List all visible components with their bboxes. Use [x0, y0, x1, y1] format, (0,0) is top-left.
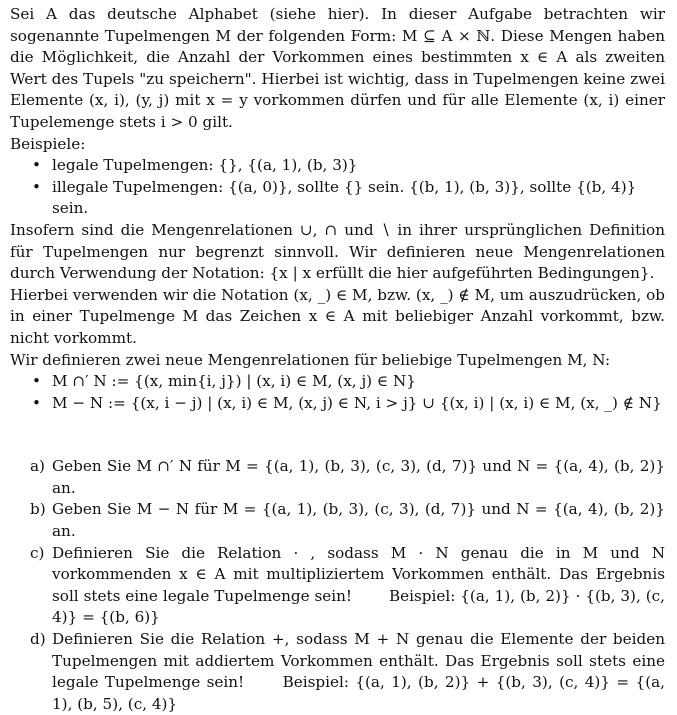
examples-heading: Beispiele:	[10, 134, 86, 153]
relations-paragraph: Insofern sind die Mengenrelationen ∪, ∩ und ∖ in ihrer ursprünglichen Definition für Tupelmengen nur begrenzt sinnvoll. Wir definieren neue Mengenrelationen durch Verwendung der Notation: {x | x erfüllt die hier aufgeführten Bedingungen}.	[10, 220, 665, 283]
examples-list	[10, 155, 665, 220]
task-text: Definieren Sie die Relation +, sodass M + N genau die Elemente der beiden Tupelmengen mit addiertem Vorkommen enthält. Das Ergebnis soll stets eine legale Tupelmenge sein!	[52, 630, 665, 692]
task-text: Definieren Sie die Relation · , sodass M · N genau die in M und N vorkommenden x ∈ A mit multipliziertem Vorkommen enthält. Das Ergebnis soll stets eine legale Tupelmenge sein!	[52, 543, 665, 605]
notation-paragraph: Hierbei verwenden wir die Notation (x, _) ∈ M, bzw. (x, _) ∉ M, um auszudrücken, ob in einer Tupelmenge M das Zeichen x ∈ A mit beliebiger Anzahl vorkommt, bzw. nicht vorkommt.	[10, 285, 665, 347]
definition-intersection: • M ∩′ N := {(x, min{i, j}) | (x, i) ∈ M, (x, j) ∈ N}	[32, 371, 665, 393]
definitions-list	[10, 371, 665, 414]
definition-difference: • M − N := {(x, i − j) | (x, i) ∈ M, (x, j) ∈ N, i > j} ∪ {(x, i) | (x, i) ∈ M, (x, _) ∉ N}	[32, 393, 665, 415]
task-a	[30, 456, 665, 499]
task-text: Geben Sie M − N für M = {(a, 1), (b, 3), (c, 3), (d, 7)} und N = {(a, 4), (b, 2)} an.	[52, 500, 665, 541]
example-illegal: • illegale Tupelmengen: {(a, 0)}, sollte {} sein. {(b, 1), (b, 3)}, sollte {(b, 4)} sein.	[32, 177, 665, 220]
task-label: a)	[30, 457, 45, 476]
task-label: b)	[30, 500, 46, 519]
task-list	[10, 456, 665, 715]
task-example: Beispiel: {(a, 1), (b, 2)} + {(b, 3), (c, 4)} = {(a, 1), (b, 5), (c, 4)}	[52, 673, 666, 713]
task-example: Beispiel: {(a, 1), (b, 2)} · {(b, 3), (c, 4)} = {(b, 6)}	[52, 586, 666, 627]
definitions-heading: Wir definieren zwei neue Mengenrelationen für beliebige Tupelmengen M, N:	[10, 350, 611, 369]
task-d	[30, 629, 665, 715]
task-label: d)	[30, 630, 46, 649]
intro-paragraph: Sei A das deutsche Alphabet (siehe hier). In dieser Aufgabe betrachten wir sogenannte Tupelmengen M der folgenden Form: M ⊆ A × ℕ. Diese Mengen haben die Möglichkeit, die Anzahl der Vorkommen eines bestimmten x ∈ A als zweiten Wert des Tupels "zu speichern". Hierbei ist wichtig, dass in Tupelmengen keine zwei Elemente (x, i), (y, j) mit x = y vorkommen dürfen und für alle Elemente (x, i) einer Tupelemenge stets i > 0 gilt.	[10, 5, 665, 131]
example-legal: • legale Tupelmengen: {}, {(a, 1), (b, 3)}	[32, 155, 665, 177]
task-b	[30, 499, 665, 542]
task-label: c)	[30, 543, 45, 562]
task-c	[30, 543, 665, 629]
spacer	[10, 414, 665, 456]
task-text: Geben Sie M ∩′ N für M = {(a, 1), (b, 3), (c, 3), (d, 7)} und N = {(a, 4), (b, 2)} an.	[52, 457, 665, 497]
